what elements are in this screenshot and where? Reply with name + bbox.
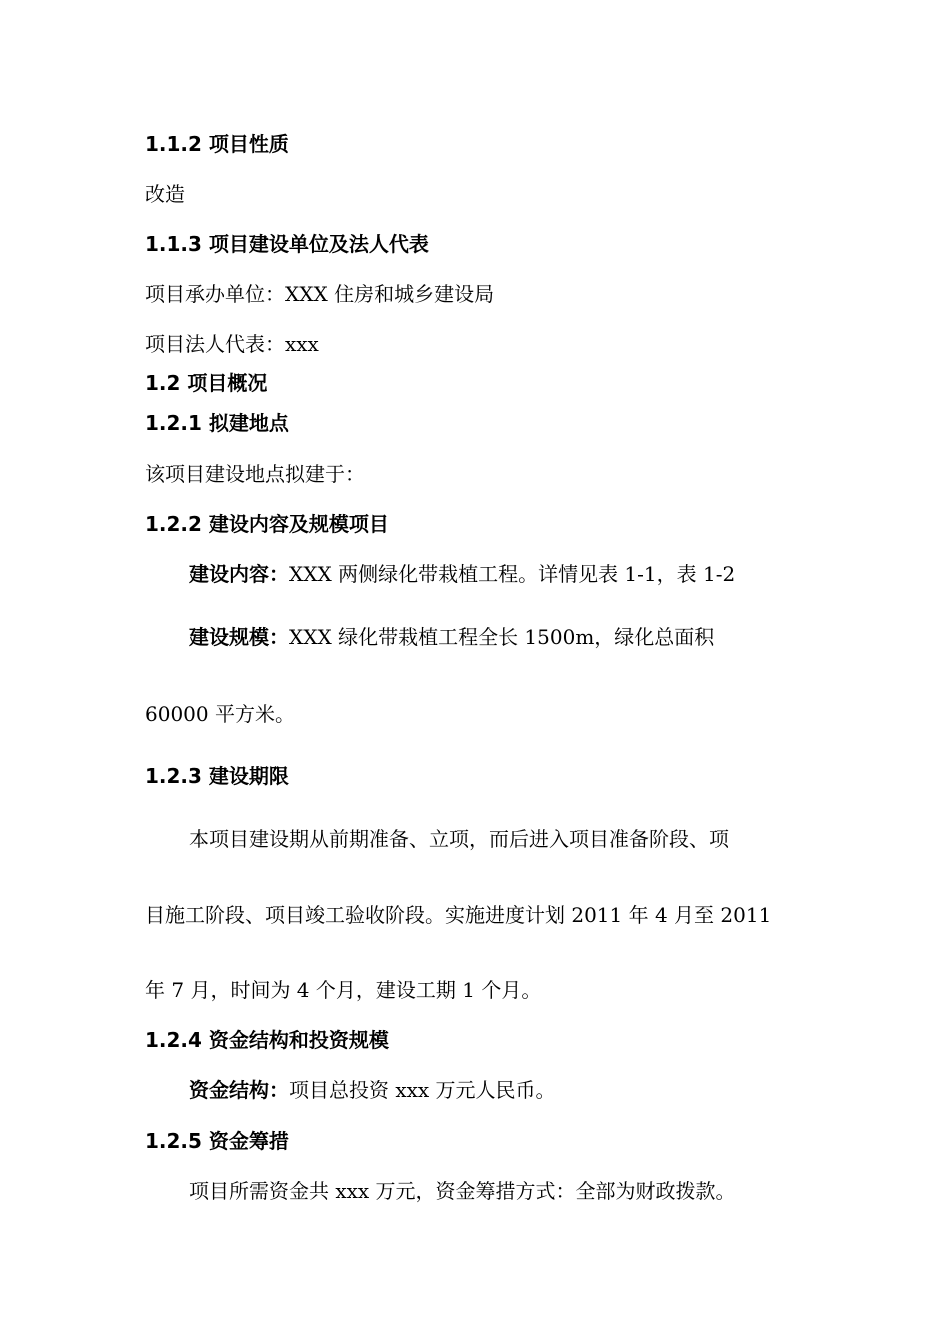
heading-1-2-1: 1.2.1 拟建地点 (145, 411, 289, 435)
heading-1-2-4: 1.2.4 资金结构和投资规模 (145, 1028, 389, 1052)
location-text: 该项目建设地点拟建于： (145, 462, 365, 486)
project-nature-text: 改造 (145, 182, 185, 206)
fund-raising-text: 项目所需资金共 xxx 万元，资金筹措方式：全部为财政拨款。 (189, 1179, 736, 1203)
content-value: XXX 两侧绿化带栽植工程。详情见表 1-1，表 1-2 (289, 562, 736, 586)
heading-1-1-3: 1.1.3 项目建设单位及法人代表 (145, 232, 429, 256)
heading-1-2: 1.2 项目概况 (145, 371, 268, 395)
heading-1-2-3: 1.2.3 建设期限 (145, 764, 289, 788)
fund-structure-value: 项目总投资 xxx 万元人民币。 (289, 1078, 556, 1102)
scale-value-line2: 60000 平方米。 (145, 702, 295, 726)
heading-1-1-2: 1.1.2 项目性质 (145, 132, 289, 156)
undertaking-unit-label: 项目承办单位： (145, 282, 285, 306)
fund-structure-line (189, 1080, 556, 1100)
scale-value-line1: XXX 绿化带栽植工程全长 1500m，绿化总面积 (289, 625, 715, 649)
undertaking-unit-line (145, 284, 494, 304)
content-line (189, 564, 735, 584)
heading-1-2-5: 1.2.5 资金筹措 (145, 1129, 289, 1153)
undertaking-unit-value: XXX 住房和城乡建设局 (285, 282, 495, 306)
scale-line-1 (189, 627, 806, 647)
legal-rep-line (145, 334, 319, 354)
heading-1-2-2: 1.2.2 建设内容及规模项目 (145, 512, 389, 536)
scale-label: 建设规模： (189, 625, 289, 649)
legal-rep-value: xxx (285, 332, 319, 356)
fund-structure-label: 资金结构： (189, 1078, 289, 1102)
period-line-1: 本项目建设期从前期准备、立项，而后进入项目准备阶段、项 (189, 827, 729, 851)
period-line-2: 目施工阶段、项目竣工验收阶段。实施进度计划 2011 年 4 月至 2011 (145, 903, 772, 927)
legal-rep-label: 项目法人代表： (145, 332, 285, 356)
period-line-3: 年 7 月，时间为 4 个月，建设工期 1 个月。 (145, 978, 542, 1002)
content-label: 建设内容： (189, 562, 289, 586)
